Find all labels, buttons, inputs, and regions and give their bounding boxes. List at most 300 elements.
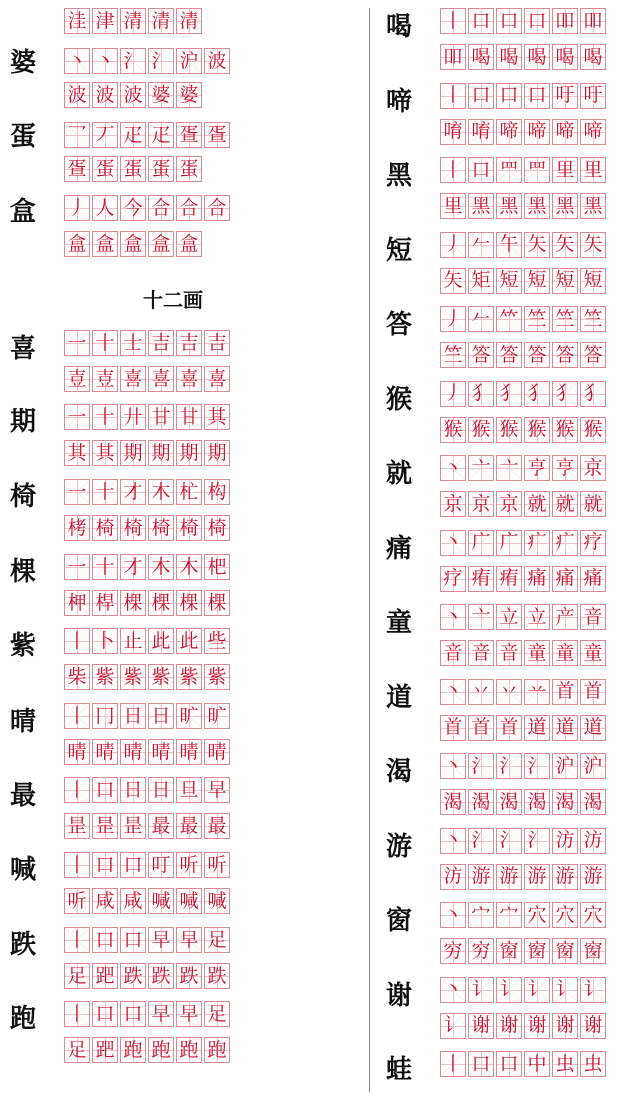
grid-cell — [176, 82, 202, 108]
grid-cell — [580, 530, 606, 556]
grid-cell — [92, 927, 118, 953]
grid-cell — [176, 590, 202, 616]
grid-cell — [552, 306, 578, 332]
stroke-glyph: 听 — [207, 853, 227, 876]
stroke-row — [440, 977, 608, 1003]
stroke-glyph: 疍 — [179, 123, 199, 146]
stroke-glyph: 音 — [443, 641, 463, 664]
stroke-glyph: 椅 — [95, 516, 115, 539]
stroke-glyph: 此 — [151, 629, 171, 652]
stroke-glyph: 猴 — [583, 418, 603, 440]
stroke-glyph: 矢 — [527, 233, 547, 255]
stroke-glyph: 童 — [583, 641, 603, 664]
grid-cell — [204, 963, 230, 989]
character-heading: 晴 — [9, 707, 36, 737]
grid-cell — [148, 1001, 174, 1027]
stroke-glyph: 晴 — [207, 740, 227, 763]
stroke-glyph: 最 — [207, 814, 227, 837]
stroke-glyph: 喝 — [499, 45, 519, 68]
grid-cell — [524, 640, 550, 666]
grid-cell — [92, 122, 118, 148]
stroke-glyph: 丶 — [443, 903, 463, 926]
stroke-glyph: 黑 — [471, 194, 491, 217]
stroke-glyph: 期 — [207, 441, 227, 464]
grid-cell — [120, 777, 146, 803]
stroke-glyph: 讠 — [583, 978, 603, 1000]
grid-cell — [552, 83, 578, 109]
grid-cell — [92, 813, 118, 839]
grid-cell — [468, 157, 494, 183]
stroke-glyph: 䒑 — [527, 680, 547, 702]
character-heading: 喝 — [385, 12, 412, 42]
stroke-row — [440, 44, 608, 70]
stroke-glyph: 道 — [583, 716, 603, 738]
grid-cell — [148, 927, 174, 953]
grid-cell — [440, 789, 466, 815]
grid-cell — [524, 604, 550, 630]
stroke-glyph: 穷 — [443, 939, 463, 962]
grid-cell — [92, 330, 118, 356]
stroke-glyph: 清 — [179, 9, 199, 32]
stroke-glyph: 疍 — [207, 123, 227, 146]
stroke-glyph: 京 — [471, 492, 491, 515]
grid-cell — [580, 83, 606, 109]
stroke-row — [440, 232, 608, 258]
grid-cell — [176, 888, 202, 914]
grid-cell — [64, 515, 90, 541]
grid-cell — [120, 927, 146, 953]
stroke-glyph: 口 — [499, 1052, 519, 1075]
grid-cell — [64, 554, 90, 580]
character-heading: 蛋 — [9, 122, 36, 152]
stroke-row — [64, 122, 232, 148]
stroke-glyph: 十 — [95, 555, 115, 578]
grid-cell — [64, 1037, 90, 1063]
grid-cell — [204, 195, 230, 221]
stroke-glyph: 跑 — [123, 1038, 143, 1061]
grid-cell — [580, 232, 606, 258]
grid-cell — [64, 440, 90, 466]
stroke-row — [64, 813, 232, 839]
grid-cell — [468, 715, 494, 741]
stroke-glyph: 喝 — [471, 45, 491, 68]
grid-cell — [204, 852, 230, 878]
character-heading: 猴 — [385, 384, 412, 415]
stroke-glyph: 晴 — [95, 740, 115, 763]
grid-cell — [496, 119, 522, 145]
stroke-glyph: 宀 — [471, 903, 491, 926]
stroke-glyph: 栲 — [67, 516, 87, 539]
stroke-glyph: 答 — [499, 343, 519, 366]
stroke-glyph: 旦 — [179, 778, 199, 801]
stroke-glyph: 吅 — [555, 9, 575, 32]
stroke-glyph: 合 — [207, 196, 227, 219]
grid-cell — [120, 1037, 146, 1063]
grid-cell — [120, 122, 146, 148]
stroke-glyph: 晴 — [123, 740, 143, 763]
stroke-glyph: 竺 — [583, 307, 603, 330]
stroke-glyph: 亨 — [527, 456, 547, 479]
grid-cell — [64, 479, 90, 505]
stroke-glyph: 合 — [179, 196, 199, 219]
stroke-glyph: 喜 — [179, 367, 199, 390]
grid-cell — [440, 640, 466, 666]
stroke-glyph: 口 — [123, 1002, 143, 1025]
stroke-glyph: 日 — [123, 704, 143, 727]
stroke-glyph: 早 — [179, 1002, 199, 1025]
stroke-glyph: 吉 — [151, 331, 171, 354]
grid-cell — [524, 679, 550, 705]
stroke-glyph: 才 — [123, 555, 143, 578]
stroke-row — [440, 193, 608, 219]
grid-cell — [468, 977, 494, 1003]
stroke-glyph: 口 — [527, 84, 547, 106]
stroke-glyph: 蛋 — [151, 157, 171, 180]
grid-cell — [176, 8, 202, 34]
stroke-glyph: 氵 — [471, 829, 491, 851]
grid-cell — [580, 753, 606, 779]
grid-cell — [468, 417, 494, 443]
stroke-glyph: 疋 — [151, 123, 171, 146]
stroke-glyph: 立 — [527, 605, 547, 628]
grid-cell — [176, 664, 202, 690]
stroke-row — [440, 268, 608, 294]
stroke-glyph: 叮 — [151, 853, 171, 876]
grid-cell — [176, 48, 202, 74]
grid-cell — [64, 590, 90, 616]
stroke-glyph: 棵 — [123, 591, 143, 614]
stroke-glyph: 口 — [527, 9, 547, 32]
stroke-glyph: 氵 — [471, 754, 491, 777]
grid-cell — [496, 977, 522, 1003]
stroke-row — [440, 119, 608, 145]
stroke-glyph: 丨 — [67, 629, 87, 652]
stroke-glyph: 紫 — [151, 665, 171, 688]
stroke-glyph: 穷 — [471, 939, 491, 962]
grid-cell — [120, 156, 146, 182]
grid-cell — [204, 927, 230, 953]
grid-cell — [468, 83, 494, 109]
grid-cell — [552, 679, 578, 705]
grid-cell — [552, 342, 578, 368]
grid-cell — [524, 455, 550, 481]
stroke-glyph: 清 — [123, 9, 143, 32]
stroke-row — [440, 1051, 608, 1077]
grid-cell — [580, 455, 606, 481]
grid-cell — [468, 1013, 494, 1039]
grid-cell — [64, 963, 90, 989]
grid-cell — [552, 977, 578, 1003]
grid-cell — [524, 268, 550, 294]
stroke-glyph: 黑 — [555, 194, 575, 217]
stroke-row — [440, 604, 608, 630]
stroke-glyph: 口 — [499, 9, 519, 32]
grid-cell — [148, 628, 174, 654]
stroke-glyph: 咸 — [123, 889, 143, 912]
grid-cell — [496, 828, 522, 854]
grid-cell — [64, 122, 90, 148]
grid-cell — [552, 566, 578, 592]
grid-cell — [524, 566, 550, 592]
stroke-glyph: 穴 — [555, 903, 575, 926]
stroke-glyph: 口 — [471, 84, 491, 106]
grid-cell — [176, 963, 202, 989]
stroke-glyph: 立 — [499, 605, 519, 628]
stroke-glyph: 口 — [95, 778, 115, 801]
stroke-glyph: 吉 — [179, 331, 199, 354]
grid-cell — [176, 404, 202, 430]
stroke-glyph: 盒 — [179, 232, 199, 255]
stroke-glyph: 痛 — [555, 567, 575, 589]
stroke-glyph: 丆 — [95, 123, 115, 146]
stroke-row — [440, 1013, 608, 1039]
grid-cell — [64, 1001, 90, 1027]
grid-cell — [580, 157, 606, 183]
grid-cell — [176, 739, 202, 765]
grid-cell — [524, 193, 550, 219]
grid-cell — [440, 715, 466, 741]
grid-cell — [496, 381, 522, 407]
grid-cell — [92, 590, 118, 616]
grid-cell — [468, 8, 494, 34]
stroke-glyph: 丨 — [443, 84, 463, 106]
stroke-glyph: 亠 — [471, 456, 491, 479]
stroke-glyph: 最 — [179, 814, 199, 837]
stroke-row — [64, 440, 232, 466]
grid-cell — [440, 566, 466, 592]
grid-cell — [148, 888, 174, 914]
character-heading: 黑 — [385, 161, 412, 191]
stroke-glyph: 广 — [499, 531, 519, 553]
stroke-glyph: 木 — [151, 480, 171, 503]
character-heading: 游 — [385, 831, 412, 862]
stroke-glyph: 答 — [527, 343, 547, 366]
stroke-glyph: 冂 — [95, 704, 115, 727]
stroke-glyph: 日 — [123, 778, 143, 801]
stroke-row — [64, 48, 232, 74]
stroke-glyph: 喜 — [123, 367, 143, 390]
grid-cell — [92, 777, 118, 803]
stroke-glyph: 京 — [443, 492, 463, 515]
column-divider — [369, 8, 370, 1092]
grid-cell — [204, 777, 230, 803]
stroke-glyph: 木 — [151, 555, 171, 578]
grid-cell — [580, 828, 606, 854]
stroke-row — [64, 664, 232, 690]
stroke-glyph: 矢 — [583, 233, 603, 255]
stroke-row — [64, 590, 232, 616]
stroke-row — [440, 902, 608, 928]
grid-cell — [120, 739, 146, 765]
stroke-glyph: 晴 — [67, 740, 87, 763]
grid-cell — [204, 590, 230, 616]
stroke-glyph: 讠 — [499, 978, 519, 1000]
stroke-glyph: 丷 — [471, 680, 491, 702]
stroke-glyph: 吉 — [207, 331, 227, 354]
stroke-glyph: 丿 — [443, 382, 463, 404]
grid-cell — [204, 1001, 230, 1027]
stroke-glyph: 猴 — [443, 418, 463, 440]
grid-cell — [204, 1037, 230, 1063]
grid-cell — [524, 1051, 550, 1077]
grid-cell — [524, 1013, 550, 1039]
stroke-glyph: 黑 — [499, 194, 519, 217]
grid-cell — [440, 342, 466, 368]
grid-cell — [176, 554, 202, 580]
stroke-glyph: 丨 — [443, 1052, 463, 1075]
stroke-glyph: 痛 — [527, 567, 547, 589]
stroke-row — [64, 888, 232, 914]
grid-cell — [440, 828, 466, 854]
stroke-glyph: 汸 — [443, 865, 463, 887]
character-heading: 渴 — [385, 757, 412, 787]
grid-cell — [580, 902, 606, 928]
stroke-glyph: 游 — [499, 865, 519, 887]
grid-cell — [92, 231, 118, 257]
stroke-glyph: 吁 — [583, 84, 603, 106]
grid-cell — [496, 604, 522, 630]
character-heading: 婆 — [9, 48, 36, 78]
grid-cell — [468, 491, 494, 517]
stroke-glyph: 婆 — [179, 83, 199, 106]
stroke-glyph: 京 — [583, 456, 603, 479]
grid-cell — [468, 530, 494, 556]
grid-cell — [148, 1037, 174, 1063]
stroke-row — [64, 366, 232, 392]
grid-cell — [176, 927, 202, 953]
grid-cell — [552, 640, 578, 666]
stroke-glyph: 足 — [67, 964, 87, 987]
stroke-glyph: 窗 — [499, 939, 519, 962]
stroke-glyph: 谢 — [499, 1014, 519, 1036]
stroke-glyph: 游 — [527, 865, 547, 887]
grid-cell — [204, 554, 230, 580]
stroke-row — [64, 195, 232, 221]
stroke-glyph: 矩 — [471, 269, 491, 291]
stroke-glyph: 壴 — [67, 367, 87, 390]
stroke-glyph: 吅 — [443, 45, 463, 68]
stroke-glyph: 谢 — [583, 1014, 603, 1036]
character-heading: 痛 — [385, 533, 412, 564]
grid-cell — [92, 703, 118, 729]
grid-cell — [92, 628, 118, 654]
grid-cell — [176, 628, 202, 654]
grid-cell — [92, 479, 118, 505]
grid-cell — [440, 381, 466, 407]
grid-cell — [524, 530, 550, 556]
stroke-glyph: 棵 — [151, 591, 171, 614]
stroke-glyph: 丶 — [443, 531, 463, 553]
grid-cell — [496, 530, 522, 556]
stroke-row — [440, 8, 608, 34]
grid-cell — [440, 44, 466, 70]
grid-cell — [468, 455, 494, 481]
stroke-row — [440, 455, 608, 481]
stroke-row — [64, 1001, 232, 1027]
stroke-glyph: 波 — [67, 83, 87, 106]
grid-cell — [204, 703, 230, 729]
stroke-row — [64, 231, 204, 257]
grid-cell — [148, 404, 174, 430]
stroke-glyph: 矢 — [555, 233, 575, 255]
stroke-glyph: 杧 — [179, 480, 199, 503]
stroke-glyph: 丶 — [443, 978, 463, 1000]
grid-cell — [468, 828, 494, 854]
stroke-glyph: 十 — [95, 480, 115, 503]
grid-cell — [176, 122, 202, 148]
stroke-row — [64, 330, 232, 356]
stroke-glyph: 答 — [555, 343, 575, 366]
stroke-glyph: 昰 — [123, 814, 143, 837]
stroke-glyph: 氵 — [527, 754, 547, 777]
grid-cell — [92, 1001, 118, 1027]
stroke-glyph: 乛 — [67, 123, 87, 146]
grid-cell — [120, 231, 146, 257]
stroke-glyph: 谢 — [527, 1014, 547, 1036]
grid-cell — [496, 938, 522, 964]
stroke-glyph: 渴 — [471, 790, 491, 813]
grid-cell — [148, 554, 174, 580]
grid-cell — [524, 938, 550, 964]
grid-cell — [552, 417, 578, 443]
grid-cell — [468, 938, 494, 964]
grid-cell — [552, 753, 578, 779]
grid-cell — [120, 195, 146, 221]
character-heading: 椅 — [9, 482, 36, 512]
stroke-row — [64, 479, 232, 505]
stroke-glyph: 一 — [67, 555, 87, 578]
grid-cell — [468, 306, 494, 332]
stroke-glyph: 讠 — [443, 1014, 463, 1036]
stroke-glyph: 广 — [471, 531, 491, 553]
grid-cell — [468, 789, 494, 815]
grid-cell — [120, 852, 146, 878]
stroke-glyph: 跁 — [95, 1038, 115, 1061]
grid-cell — [580, 789, 606, 815]
grid-cell — [440, 232, 466, 258]
grid-cell — [440, 417, 466, 443]
stroke-glyph: 猴 — [471, 418, 491, 440]
stroke-glyph: 渴 — [555, 790, 575, 813]
stroke-glyph: 丨 — [67, 1002, 87, 1025]
stroke-glyph: 黑 — [527, 194, 547, 217]
stroke-glyph: 啼 — [527, 120, 547, 142]
stroke-glyph: 才 — [123, 480, 143, 503]
stroke-glyph: 跌 — [179, 964, 199, 987]
grid-cell — [148, 479, 174, 505]
stroke-glyph: 蛋 — [95, 157, 115, 180]
grid-cell — [176, 195, 202, 221]
grid-cell — [176, 813, 202, 839]
grid-cell — [64, 8, 90, 34]
grid-cell — [120, 479, 146, 505]
grid-cell — [552, 491, 578, 517]
grid-cell — [468, 864, 494, 890]
stroke-glyph: 跌 — [151, 964, 171, 987]
stroke-glyph: 廾 — [123, 405, 143, 428]
stroke-row — [440, 640, 608, 666]
stroke-glyph: 清 — [151, 9, 171, 32]
stroke-glyph: 音 — [471, 641, 491, 664]
grid-cell — [524, 306, 550, 332]
stroke-glyph: 咸 — [95, 889, 115, 912]
grid-cell — [92, 1037, 118, 1063]
stroke-glyph: 婆 — [151, 83, 171, 106]
grid-cell — [552, 119, 578, 145]
grid-cell — [92, 195, 118, 221]
stroke-glyph: 犭 — [499, 382, 519, 404]
stroke-glyph: 日 — [151, 704, 171, 727]
